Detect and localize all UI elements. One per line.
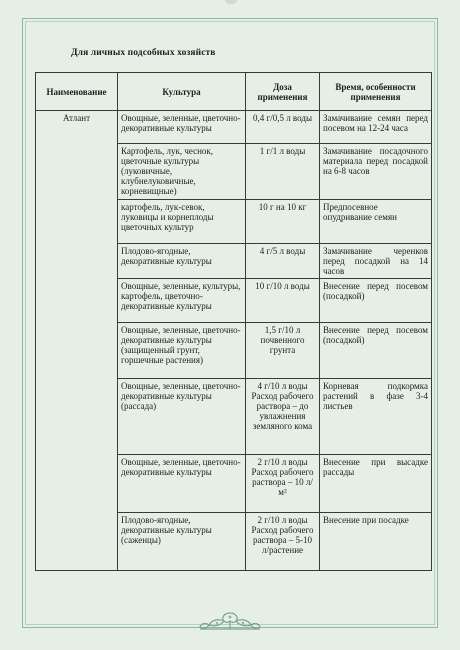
cell-dose: 1 г/1 л воды (246, 144, 320, 200)
cell-crop: Картофель, лук, чеснок, цветочные культуры (луковичные, клубнелуковичные, корневищные) (118, 144, 246, 200)
cell-dose: 2 г/10 л воды Расход рабочего раствора – 10 л/м² (246, 455, 320, 513)
cell-time: Внесение при высадке рассады (320, 455, 432, 513)
cell-crop: Овощные, зеленные, цветочно-декоративные культуры (118, 455, 246, 513)
cell-time: Внесение перед посевом (посадкой) (320, 323, 432, 379)
floral-ornament-icon (197, 610, 263, 632)
cell-time: Корневая подкормка растений в фазе 3-4 листьев (320, 379, 432, 455)
header-name: Наименование (36, 73, 118, 111)
cell-crop: Овощные, зеленные, культуры, картофель, цветочно-декоративные культуры (118, 279, 246, 323)
cell-crop: Овощные, зеленные, цветочно-декоративные культуры (118, 111, 246, 144)
cell-time: Внесение при посадке (320, 513, 432, 571)
cell-time: Внесение перед посевом (посадкой) (320, 279, 432, 323)
cell-dose: 1,5 г/10 л почвенного грунта (246, 323, 320, 379)
top-edge-mark (225, 0, 237, 4)
header-crop: Культура (118, 73, 246, 111)
header-dose: Доза применения (246, 73, 320, 111)
cell-crop: Овощные, зеленные, цветочно-декоративные культуры (защищенный грунт, горшечные растения) (118, 323, 246, 379)
cell-dose: 4 г/10 л воды Расход рабочего раствора – до увлажнения земляного кома (246, 379, 320, 455)
cell-time: Замачивание семян перед посевом на 12-24 часа (320, 111, 432, 144)
cell-time: Замачивание посадочного материала перед посадкой на 6-8 часов (320, 144, 432, 200)
table-header-row (36, 73, 432, 111)
cell-dose: 4 г/5 л воды (246, 244, 320, 279)
cell-time: Предпосевное опудривание семян (320, 200, 432, 244)
cell-dose: 2 г/10 л воды Расход рабочего раствора – 5-10 л/растение (246, 513, 320, 571)
usage-table (35, 72, 432, 571)
section-heading: Для личных подсобных хозяйств (71, 48, 216, 58)
table-row (36, 111, 432, 144)
cell-dose: 10 г/10 л воды (246, 279, 320, 323)
product-name: Атлант (36, 111, 118, 571)
header-time: Время, особенности применения (320, 73, 432, 111)
cell-crop: Плодово-ягодные, декоративные культуры (саженцы) (118, 513, 246, 571)
cell-dose: 0,4 г/0,5 л воды (246, 111, 320, 144)
cell-crop: Овощные, зеленные, цветочно-декоративные культуры (рассада) (118, 379, 246, 455)
cell-time: Замачивание черенков перед посадкой на 14 часов (320, 244, 432, 279)
cell-crop: картофель, лук-севок, луковицы и корнеплоды цветочных культур (118, 200, 246, 244)
cell-crop: Плодово-ягодные, декоративные культуры (118, 244, 246, 279)
cell-dose: 10 г на 10 кг (246, 200, 320, 244)
